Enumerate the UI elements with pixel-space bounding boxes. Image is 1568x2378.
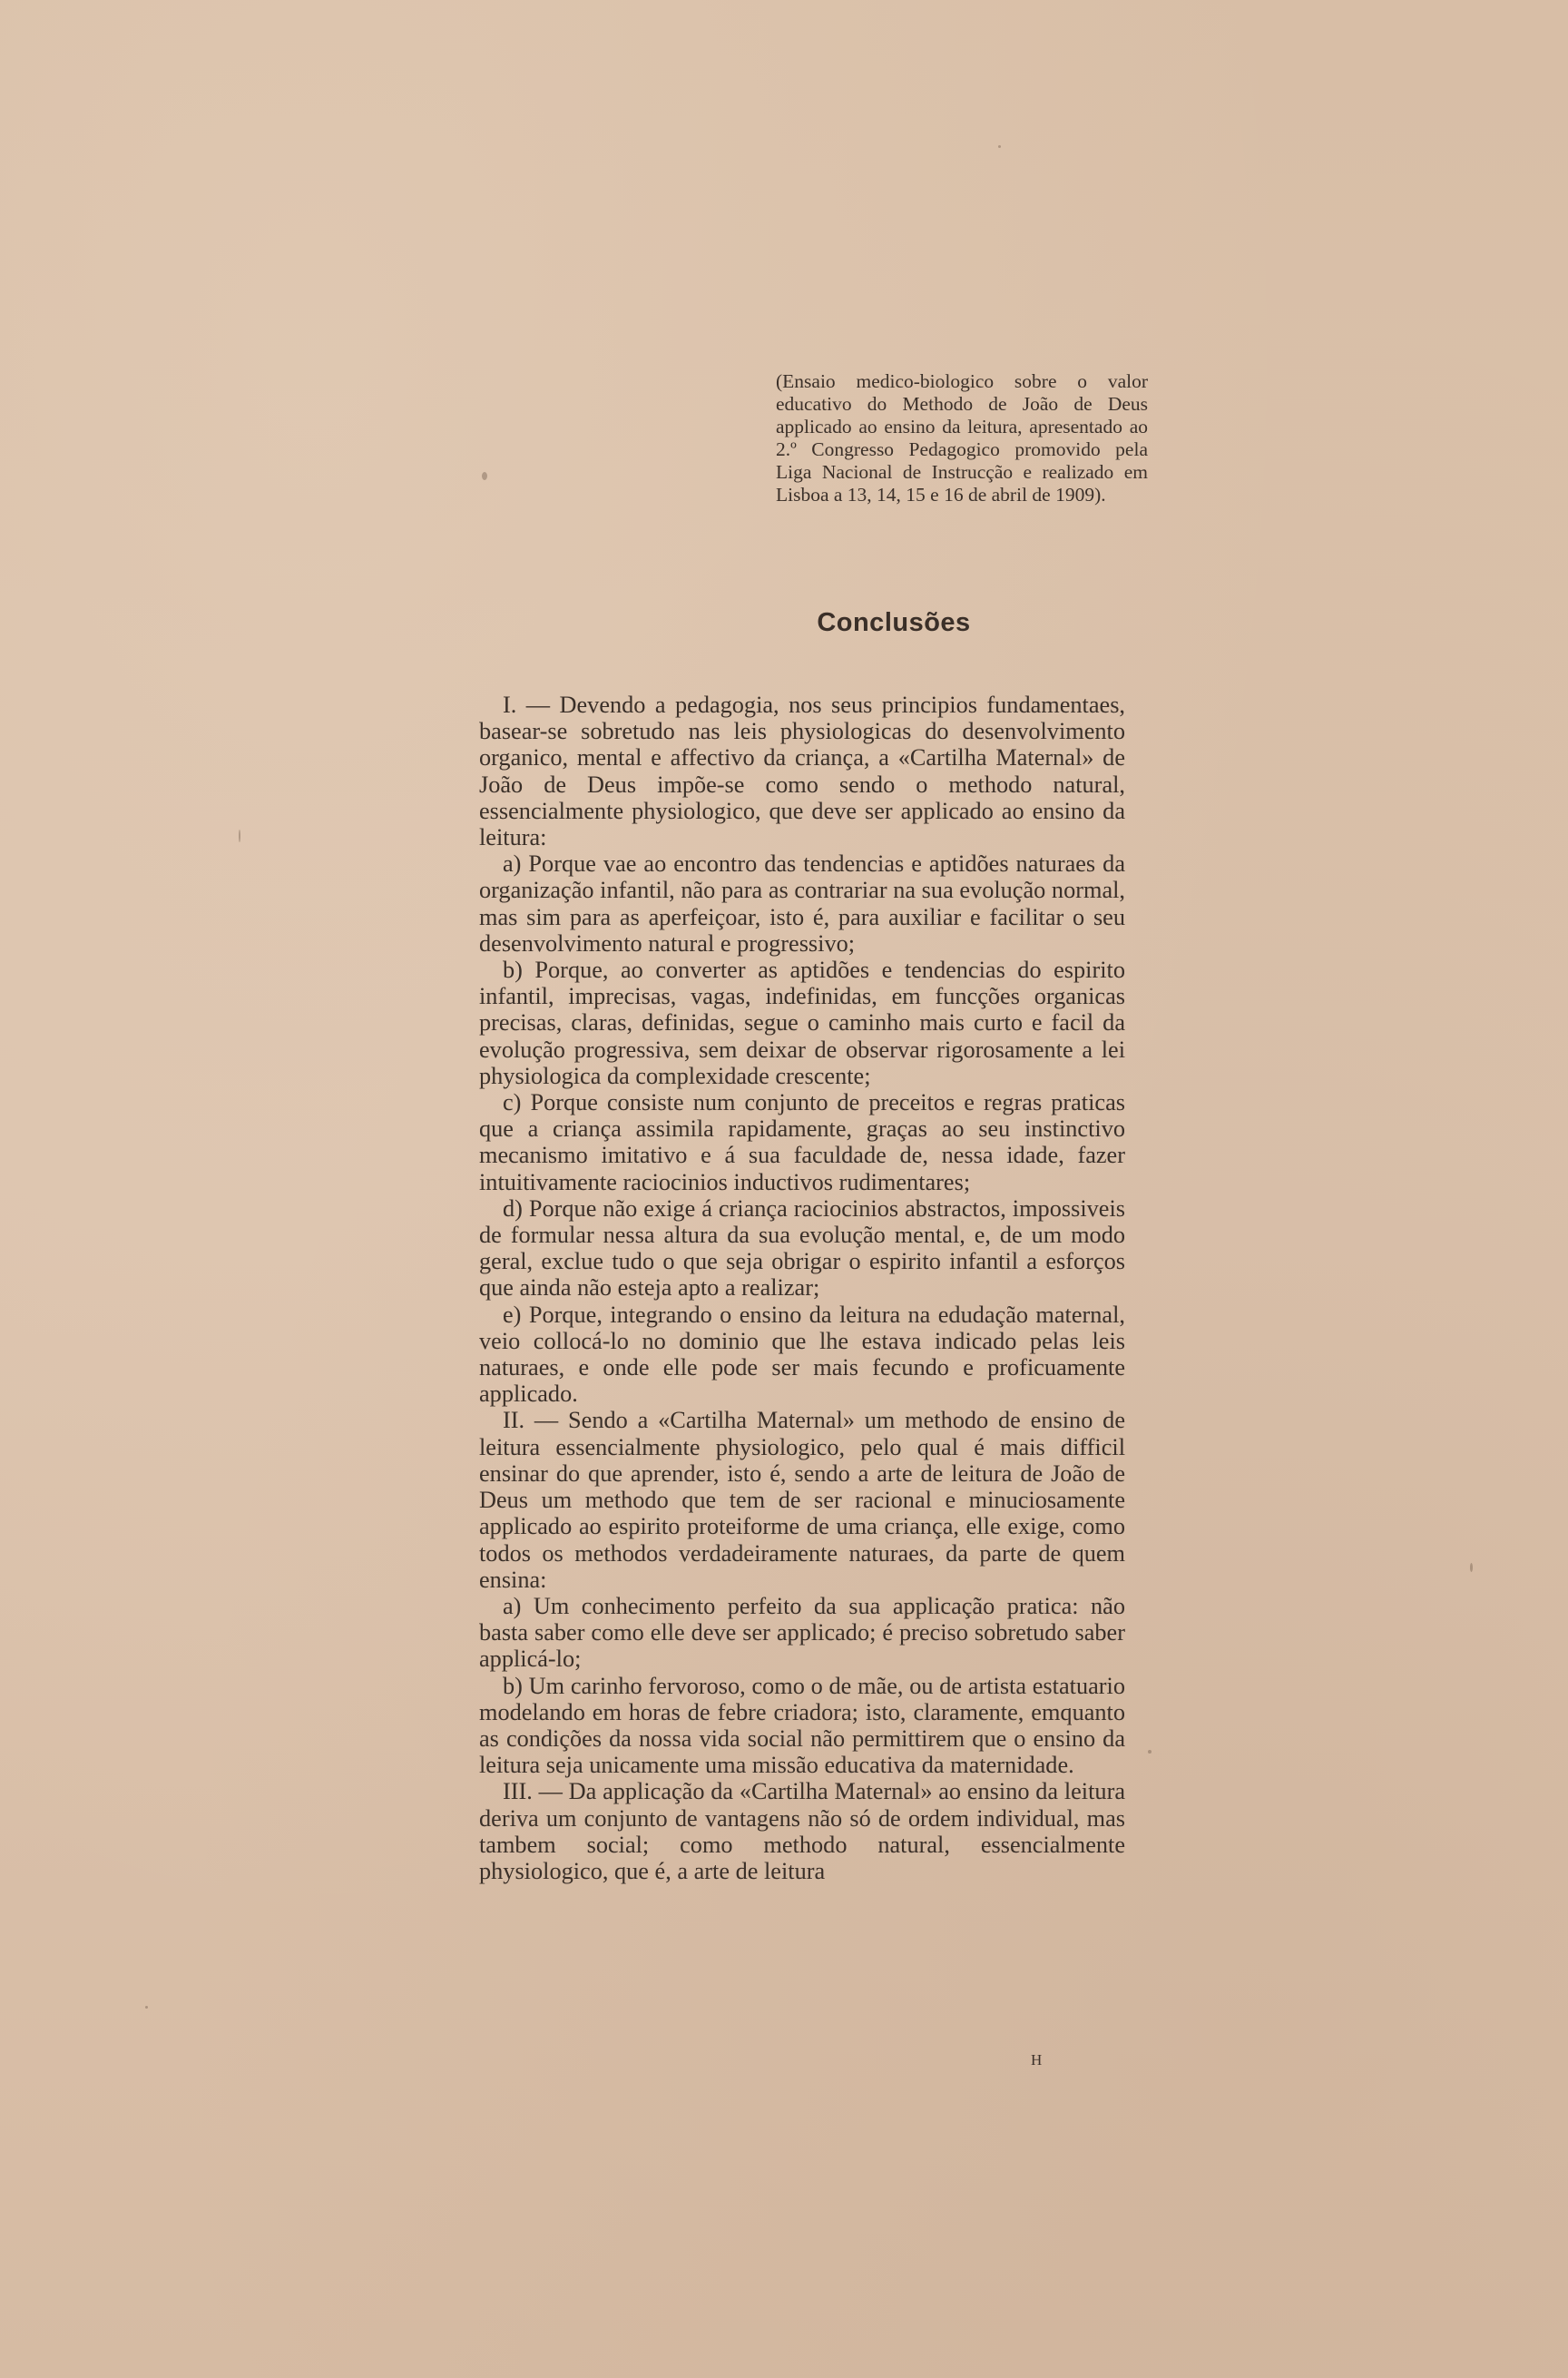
paragraph-conclusion-i: I. — Devendo a pedagogia, nos seus principios fundamentaes, basear-se sobretudo nas leis physiologicas do desenvolvimento organico, mental e affectivo da criança, a «Cartilha Maternal» de João de Deus impõe-se como sendo o methodo natural, essencialmente physiologico, que deve ser applicado ao ensino da leitura: (479, 692, 1125, 851)
paper-speck (145, 2006, 148, 2009)
paragraph-conclusion-iii: III. — Da applicação da «Cartilha Maternal» ao ensino da leitura deriva um conjunto de vantagens não só de ordem individual, mas tambem social; como methodo natural, essencialmente physiologico, que é, a arte de leitura (479, 1778, 1125, 1884)
paper-speck (239, 830, 240, 842)
signature-mark: H (1031, 2051, 1044, 2068)
paragraph-conclusion-ii: II. — Sendo a «Cartilha Maternal» um methodo de ensino de leitura essencialmente physiologico, pelo qual é mais difficil ensinar do que aprender, isto é, sendo a arte de leitura de João de Deus um methodo que tem de ser racional e minuciosamente applicado ao espirito proteiforme de uma criança, elle exige, como todos os methodos verdadeiramente naturaes, da parte de quem ensina: (479, 1407, 1125, 1593)
conclusions-body (479, 692, 1125, 1884)
paragraph-conclusion-ii-b: b) Um carinho fervoroso, como o de mãe, ou de artista estatuario modelando em horas de febre criadora; isto, claramente, emquanto as condições da nossa vida social não permittirem que o ensino da leitura seja unicamente uma missão educativa da maternidade. (479, 1672, 1125, 1779)
paragraph-conclusion-i-d: d) Porque não exige á criança raciocinios abstractos, impossiveis de formular nessa altura da sua evolução mental, e, de um modo geral, exclue tudo o que seja obrigar o espirito infantil a esforços que ainda não esteja apto a realizar; (479, 1194, 1125, 1302)
paper-speck (1470, 1563, 1473, 1572)
paragraph-conclusion-i-c: c) Porque consiste num conjunto de preceitos e regras praticas que a criança assimila rapidamente, graças ao seu instinctivo mecanismo imitativo e á sua faculdade de, nessa idade, fazer intuitivamente raciocinios inductivos rudimentares; (479, 1089, 1125, 1195)
paragraph-conclusion-ii-a: a) Um conhecimento perfeito da sua applicação pratica: não basta saber como elle deve ser applicado; é preciso sobretudo saber applicá-lo; (479, 1592, 1125, 1673)
paper-speck (998, 145, 1001, 148)
epigraph: (Ensaio medico-biologico sobre o valor educativo do Methodo de João de Deus applicado ao ensino da leitura, apresentado ao 2.º Congresso Pedagogico promovido pela Liga Nacional de Instrucção e realizado em Lisboa a 13, 14, 15 e 16 de abril de 1909). (776, 370, 1148, 506)
paper-speck (1148, 1750, 1152, 1754)
paragraph-conclusion-i-b: b) Porque, ao converter as aptidões e tendencias do espirito infantil, imprecisas, vagas, indefinidas, em funcções organicas precisas, claras, definidas, segue o caminho mais curto e facil da evolução progressiva, sem deixar de observar rigorosamente a lei physiologica da complexidade crescente; (479, 957, 1125, 1089)
paragraph-conclusion-i-a: a) Porque vae ao encontro das tendencias e aptidões naturaes da organização infantil, não para as contrariar na sua evolução normal, mas sim para as aperfeiçoar, isto é, para auxiliar e facilitar o seu desenvolvimento natural e progressivo; (479, 850, 1125, 957)
section-heading: Conclusões (817, 608, 971, 637)
paper-speck (482, 472, 487, 480)
paragraph-conclusion-i-e: e) Porque, integrando o ensino da leitura na edudação maternal, veio collocá-lo no dominio que lhe estava indicado pelas leis naturaes, e onde elle pode ser mais fecundo e proficuamente applicado. (479, 1301, 1125, 1408)
